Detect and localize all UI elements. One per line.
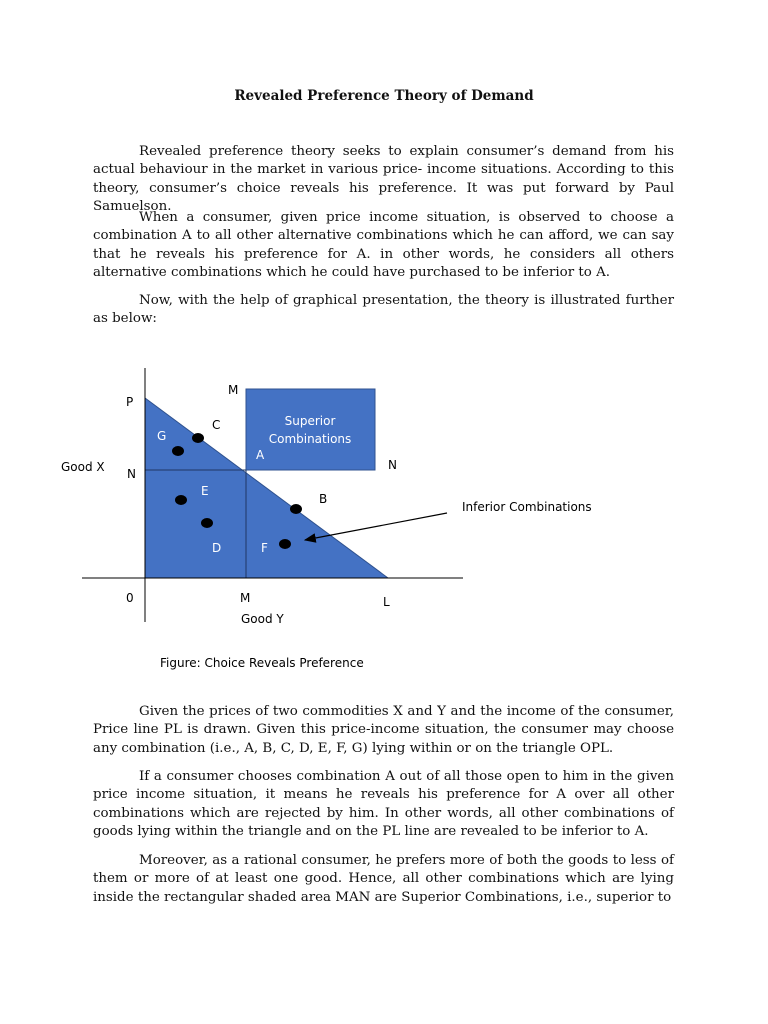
label-m-top: M [228, 383, 239, 397]
page-title: Revealed Preference Theory of Demand [234, 88, 534, 104]
label-b: B [319, 492, 328, 506]
y-axis-label: Good X [61, 460, 105, 474]
figure-caption: Figure: Choice Reveals Preference [160, 656, 364, 670]
label-a: A [256, 448, 265, 462]
label-m-axis: M [240, 591, 251, 605]
label-e: E [201, 484, 209, 498]
label-f: F [261, 541, 268, 555]
superior-rectangle [246, 389, 375, 470]
paragraph-3: Now, with the help of graphical presentation, the theory is illustrated further as below: [93, 293, 674, 327]
label-l: L [383, 595, 390, 609]
paragraph-5: If a consumer chooses combination A out of all those open to him in the given price income situation, it means he reveals his preference for A over all other combinations which are rejected by him. In other words, all other combinations of goods lying within the triangle and on the PL line are revealed to be inferior to A. [93, 769, 674, 840]
superior-label-line2: Combinations [268, 432, 352, 446]
label-n-right: N [388, 458, 397, 472]
superior-label-line1: Superior [284, 414, 336, 428]
paragraph-2: When a consumer, given price income situation, is observed to choose a combination A to all other alternative combinations which he can afford, we can say that he reveals his preference for A. in other words, he considers all others alternative combinations which he could have purchased to be inferior to A. [93, 210, 674, 281]
point-c [192, 433, 204, 443]
label-n-axis: N [127, 467, 136, 481]
point-f [279, 539, 291, 549]
label-c: C [212, 418, 221, 432]
inferior-combinations-label: Inferior Combinations [462, 500, 592, 514]
paragraph-4: Given the prices of two commodities X and Y and the income of the consumer, Price line PL is drawn. Given this price-income situation, the consumer may choose any combination (i.e., A, B, C, D, E, F, G) lying within or on the triangle OPL. [93, 704, 674, 756]
label-g: G [157, 429, 167, 443]
x-axis-label: Good Y [241, 612, 284, 626]
point-g [172, 446, 184, 456]
paragraph-1: Revealed preference theory seeks to explain consumer’s demand from his actual behaviour in the market in various price- income situations. According to this theory, consumer’s choice reveals his preference. It was put forward by Paul Samuelson. [93, 144, 674, 215]
label-origin: 0 [126, 591, 134, 605]
paragraph-6: Moreover, as a rational consumer, he prefers more of both the goods to less of them or more of at least one good. Hence, all other combinations which are lying inside the rectangular shaded area MAN are Superior Combinations, i.e., superior to [93, 853, 674, 905]
point-b [290, 504, 302, 514]
label-p: P [126, 395, 134, 409]
label-d: D [212, 541, 222, 555]
point-e [175, 495, 187, 505]
point-d [201, 518, 213, 528]
inferior-arrow [305, 513, 447, 540]
